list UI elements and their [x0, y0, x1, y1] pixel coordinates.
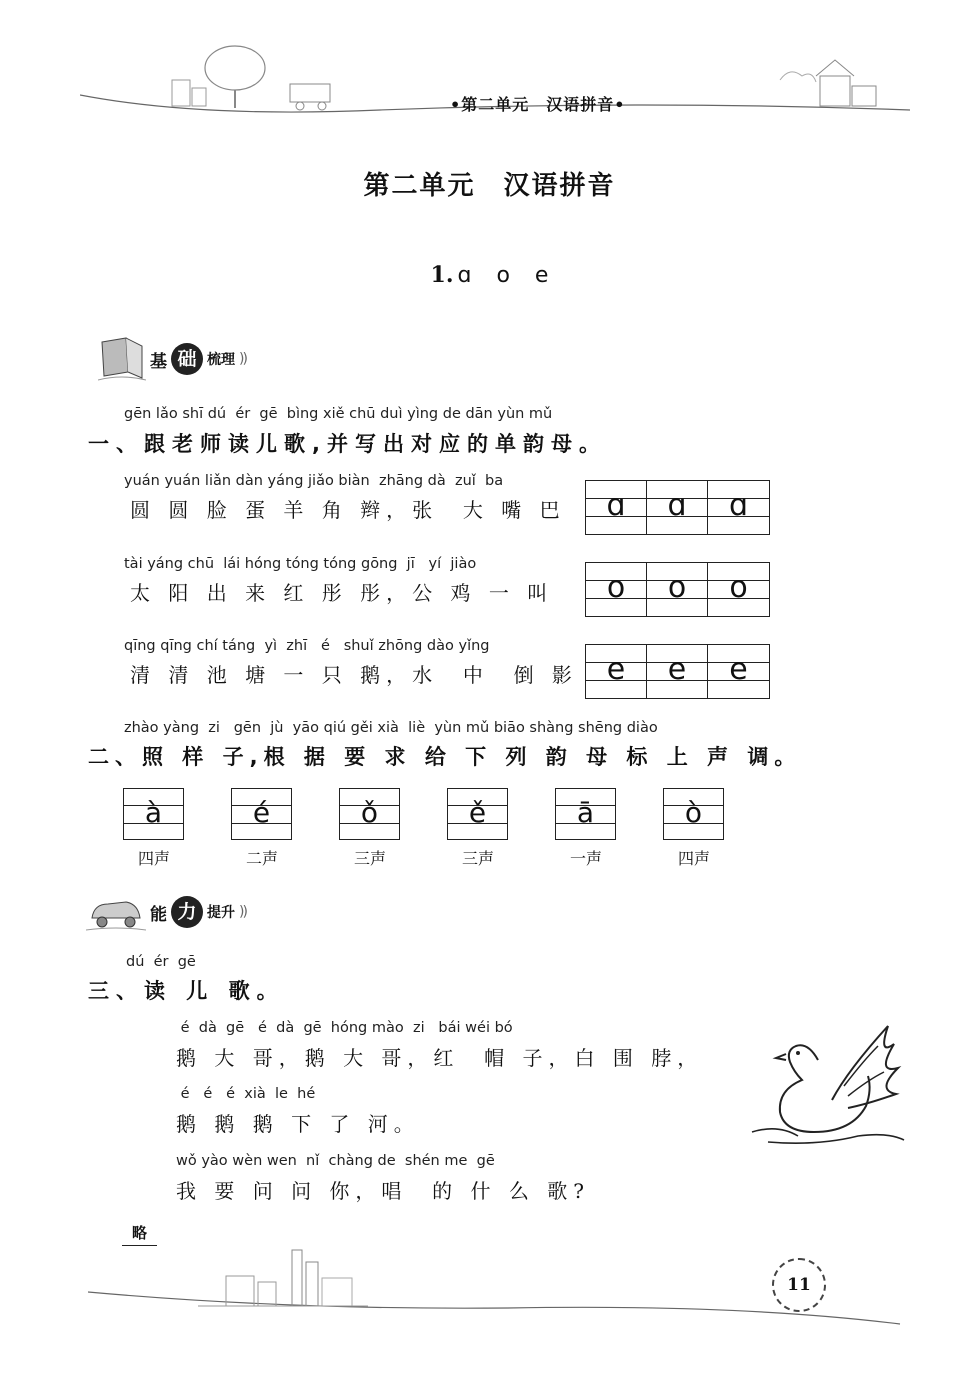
answer-cell: [647, 645, 708, 698]
tone-label: 二声: [245, 849, 278, 868]
answer-grid-3: [585, 644, 770, 699]
page-number: 11: [772, 1258, 826, 1312]
unit-title: 第二单元 汉语拼音: [363, 171, 616, 201]
answer-letter: ɑ: [667, 488, 687, 523]
car-icon: [86, 892, 146, 932]
badge-text-part1: 能: [150, 904, 167, 925]
answer-grid-2: [585, 562, 770, 617]
wave-icon: )): [239, 904, 246, 920]
badge-text-part2: 提升: [207, 905, 235, 921]
goose-illustration: [748, 1020, 908, 1150]
tone-label: 四声: [137, 849, 170, 868]
answer-letter: e: [667, 652, 687, 687]
q1-pinyin: gēn lǎo shī dú ér gē bìng xiě chū duì yìng de dān yùn mǔ: [124, 406, 553, 422]
answer-cell: [647, 481, 708, 534]
answer-letter: ɑ: [606, 488, 626, 523]
answer-cell: [708, 481, 769, 534]
answer-letter: e: [729, 652, 748, 687]
section-badge-advanced: [86, 892, 246, 932]
tone-box: [555, 788, 616, 840]
section-badge-basic: [98, 336, 246, 382]
book-icon: [98, 336, 146, 382]
q3-line2-text: 鹅 鹅 鹅 下 了 河。: [176, 1112, 420, 1136]
answer-cell: [647, 563, 708, 616]
answer-letter: e: [606, 652, 626, 687]
tone-letter: ò: [684, 796, 703, 829]
tone-letter: ǒ: [360, 796, 379, 829]
answer-letter: o: [729, 570, 748, 605]
badge-circle-text: 础: [171, 343, 203, 375]
badge-text-part1: 基: [150, 351, 167, 372]
tone-label: 四声: [677, 849, 710, 868]
q3-line1-pinyin: é dà gē é dà gē hóng mào zi bái wéi bó: [176, 1020, 513, 1036]
tone-label: 一声: [569, 849, 602, 868]
tone-box: [339, 788, 400, 840]
q1-line3-text: 清 清 池 塘 一 只 鹅，水 中 倒 影: [130, 663, 578, 687]
tone-label: 三声: [353, 849, 386, 868]
q3-line3-pinyin: wǒ yào wèn wen nǐ chàng de shén me gē: [176, 1153, 495, 1169]
tone-letter: ā: [576, 796, 595, 829]
lesson-letters: ɑ o e: [457, 263, 549, 288]
q1-line2-pinyin: tài yáng chū lái hóng tóng tóng gōng jī yí jiào: [124, 556, 477, 572]
tone-label: 三声: [461, 849, 494, 868]
tone-box: [123, 788, 184, 840]
q3-line1-text: 鹅 大 哥，鹅 大 哥，红 帽 子，白 围 脖，: [176, 1046, 704, 1070]
badge-text-part2: 梳理: [207, 352, 235, 368]
answer-letter: o: [606, 570, 626, 605]
q2-pinyin: zhào yàng zi gēn jù yāo qiú gěi xià liè yùn mǔ biāo shàng shēng diào: [124, 720, 658, 736]
answer-letter: o: [667, 570, 687, 605]
lesson-title: [0, 262, 979, 288]
q1-line1-pinyin: yuán yuán liǎn dàn yáng jiǎo biàn zhāng dà zuǐ ba: [124, 473, 504, 489]
q3-text: 三、读 儿 歌。: [88, 979, 285, 1003]
q1-line2-text: 太 阳 出 来 红 彤 彤，公 鸡 一 叫: [130, 581, 554, 605]
tone-letter: é: [252, 796, 271, 829]
running-header: •第二单元 汉语拼音•: [450, 95, 626, 114]
answer-cell: [586, 563, 647, 616]
answer-letter: ɑ: [728, 488, 749, 523]
answer-grid-1: [585, 480, 770, 535]
q1-text: 一、跟老师读儿歌,并写出对应的单韵母。: [88, 432, 607, 456]
q1-line1-text: 圆 圆 脸 蛋 羊 角 辫，张 大 嘴 巴: [130, 498, 566, 522]
tone-letter: à: [144, 796, 163, 829]
tone-box: [447, 788, 508, 840]
answer-cell: [586, 481, 647, 534]
tone-box: [231, 788, 292, 840]
wave-icon: )): [239, 351, 246, 367]
q3-line2-pinyin: é é é xià le hé: [176, 1086, 316, 1102]
badge-circle-text: 力: [171, 896, 203, 928]
tone-box: [663, 788, 724, 840]
q2-text: 二、照 样 子,根 据 要 求 给 下 列 韵 母 标 上 声 调。: [88, 745, 802, 769]
q1-line3-pinyin: qīng qīng chí táng yì zhī é shuǐ zhōng dào yǐng: [124, 638, 490, 654]
tone-letter: ě: [468, 796, 487, 829]
answer-cell: [708, 645, 769, 698]
q3-line3-text: 我 要 问 问 你，唱 的 什 么 歌?: [176, 1179, 590, 1203]
answer-note: 略: [122, 1222, 157, 1246]
lesson-number: 1.: [430, 262, 454, 288]
answer-cell: [586, 645, 647, 698]
q3-pinyin: dú ér gē: [126, 954, 196, 970]
answer-cell: [708, 563, 769, 616]
